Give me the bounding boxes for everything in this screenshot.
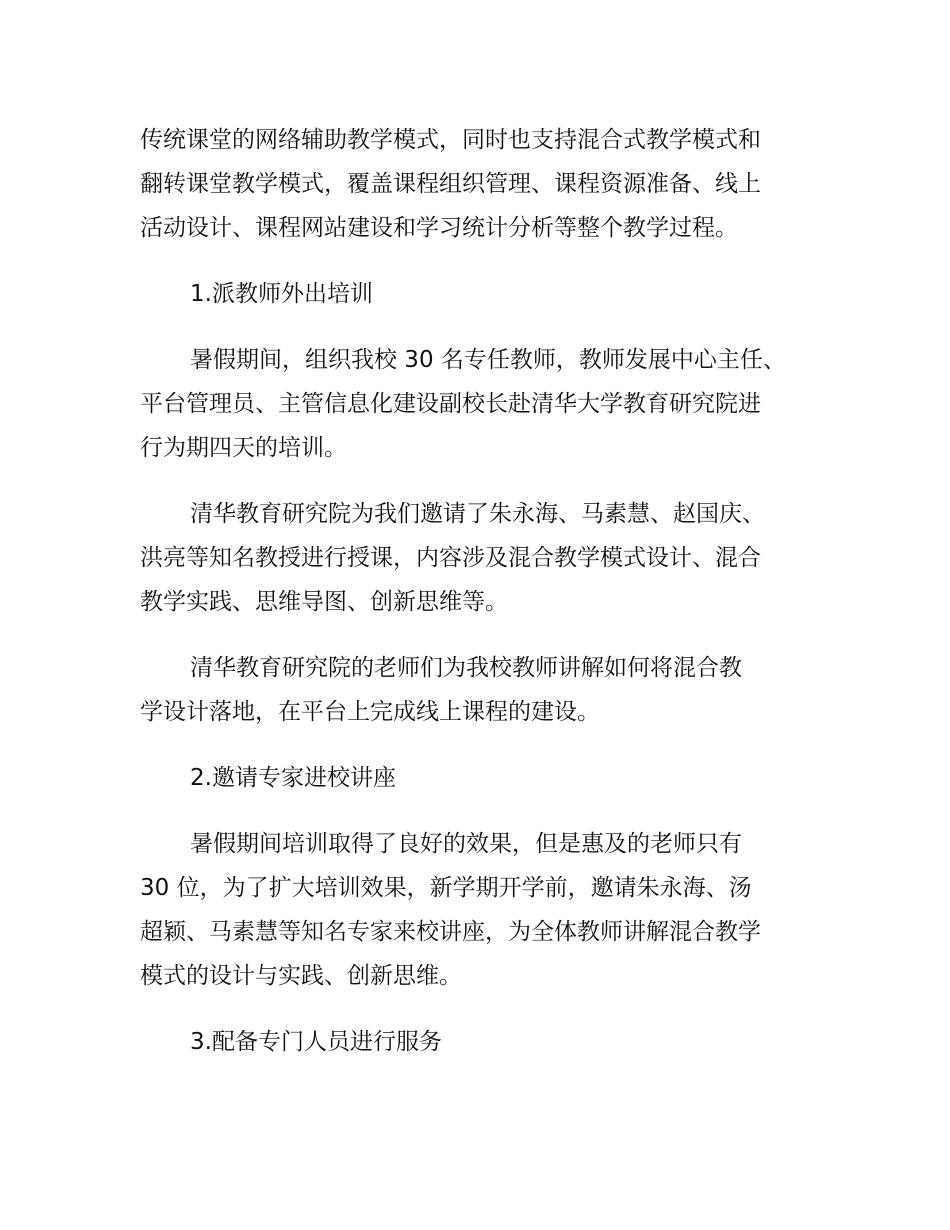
text-line: 平台管理员、主管信息化建设副校长赴清华大学教育研究院进 bbox=[140, 391, 761, 417]
text-line: 传统课堂的网络辅助教学模式，同时也支持混合式教学模式和 bbox=[140, 127, 761, 153]
text-line: 教学实践、思维导图、创新思维等。 bbox=[140, 589, 508, 615]
paragraph-lectures bbox=[140, 822, 812, 998]
text-line: 清华教育研究院为我们邀请了朱永海、马素慧、赵国庆、 bbox=[190, 501, 765, 527]
paragraph-training bbox=[140, 338, 812, 470]
text-line: 暑假期间培训取得了良好的效果，但是惠及的老师只有 bbox=[190, 831, 742, 857]
section-heading-2: 2.邀请专家进校讲座 bbox=[190, 765, 396, 791]
section-heading-3: 3.配备专门人员进行服务 bbox=[190, 1029, 442, 1055]
paragraph-teaching-design bbox=[140, 646, 812, 734]
document-body bbox=[140, 118, 812, 1086]
paragraph-instructors bbox=[140, 492, 812, 624]
section-heading-1: 1.派教师外出培训 bbox=[190, 281, 373, 307]
text-line: 模式的设计与实践、创新思维。 bbox=[140, 963, 462, 989]
text-line: 30 位，为了扩大培训效果，新学期开学前，邀请朱永海、汤 bbox=[140, 875, 752, 901]
text-line: 活动设计、课程网站建设和学习统计分析等整个教学过程。 bbox=[140, 215, 738, 241]
text-line: 行为期四天的培训。 bbox=[140, 435, 347, 461]
text-line: 清华教育研究院的老师们为我校教师讲解如何将混合教 bbox=[190, 655, 742, 681]
text-line: 学设计落地，在平台上完成线上课程的建设。 bbox=[140, 699, 600, 725]
text-line: 洪亮等知名教授进行授课，内容涉及混合教学模式设计、混合 bbox=[140, 545, 761, 571]
text-line: 翻转课堂教学模式，覆盖课程组织管理、课程资源准备、线上 bbox=[140, 171, 761, 197]
paragraph-intro bbox=[140, 118, 812, 250]
text-line: 超颖、马素慧等知名专家来校讲座，为全体教师讲解混合教学 bbox=[140, 919, 761, 945]
text-line: 暑假期间，组织我校 30 名专任教师，教师发展中心主任、 bbox=[190, 347, 786, 373]
